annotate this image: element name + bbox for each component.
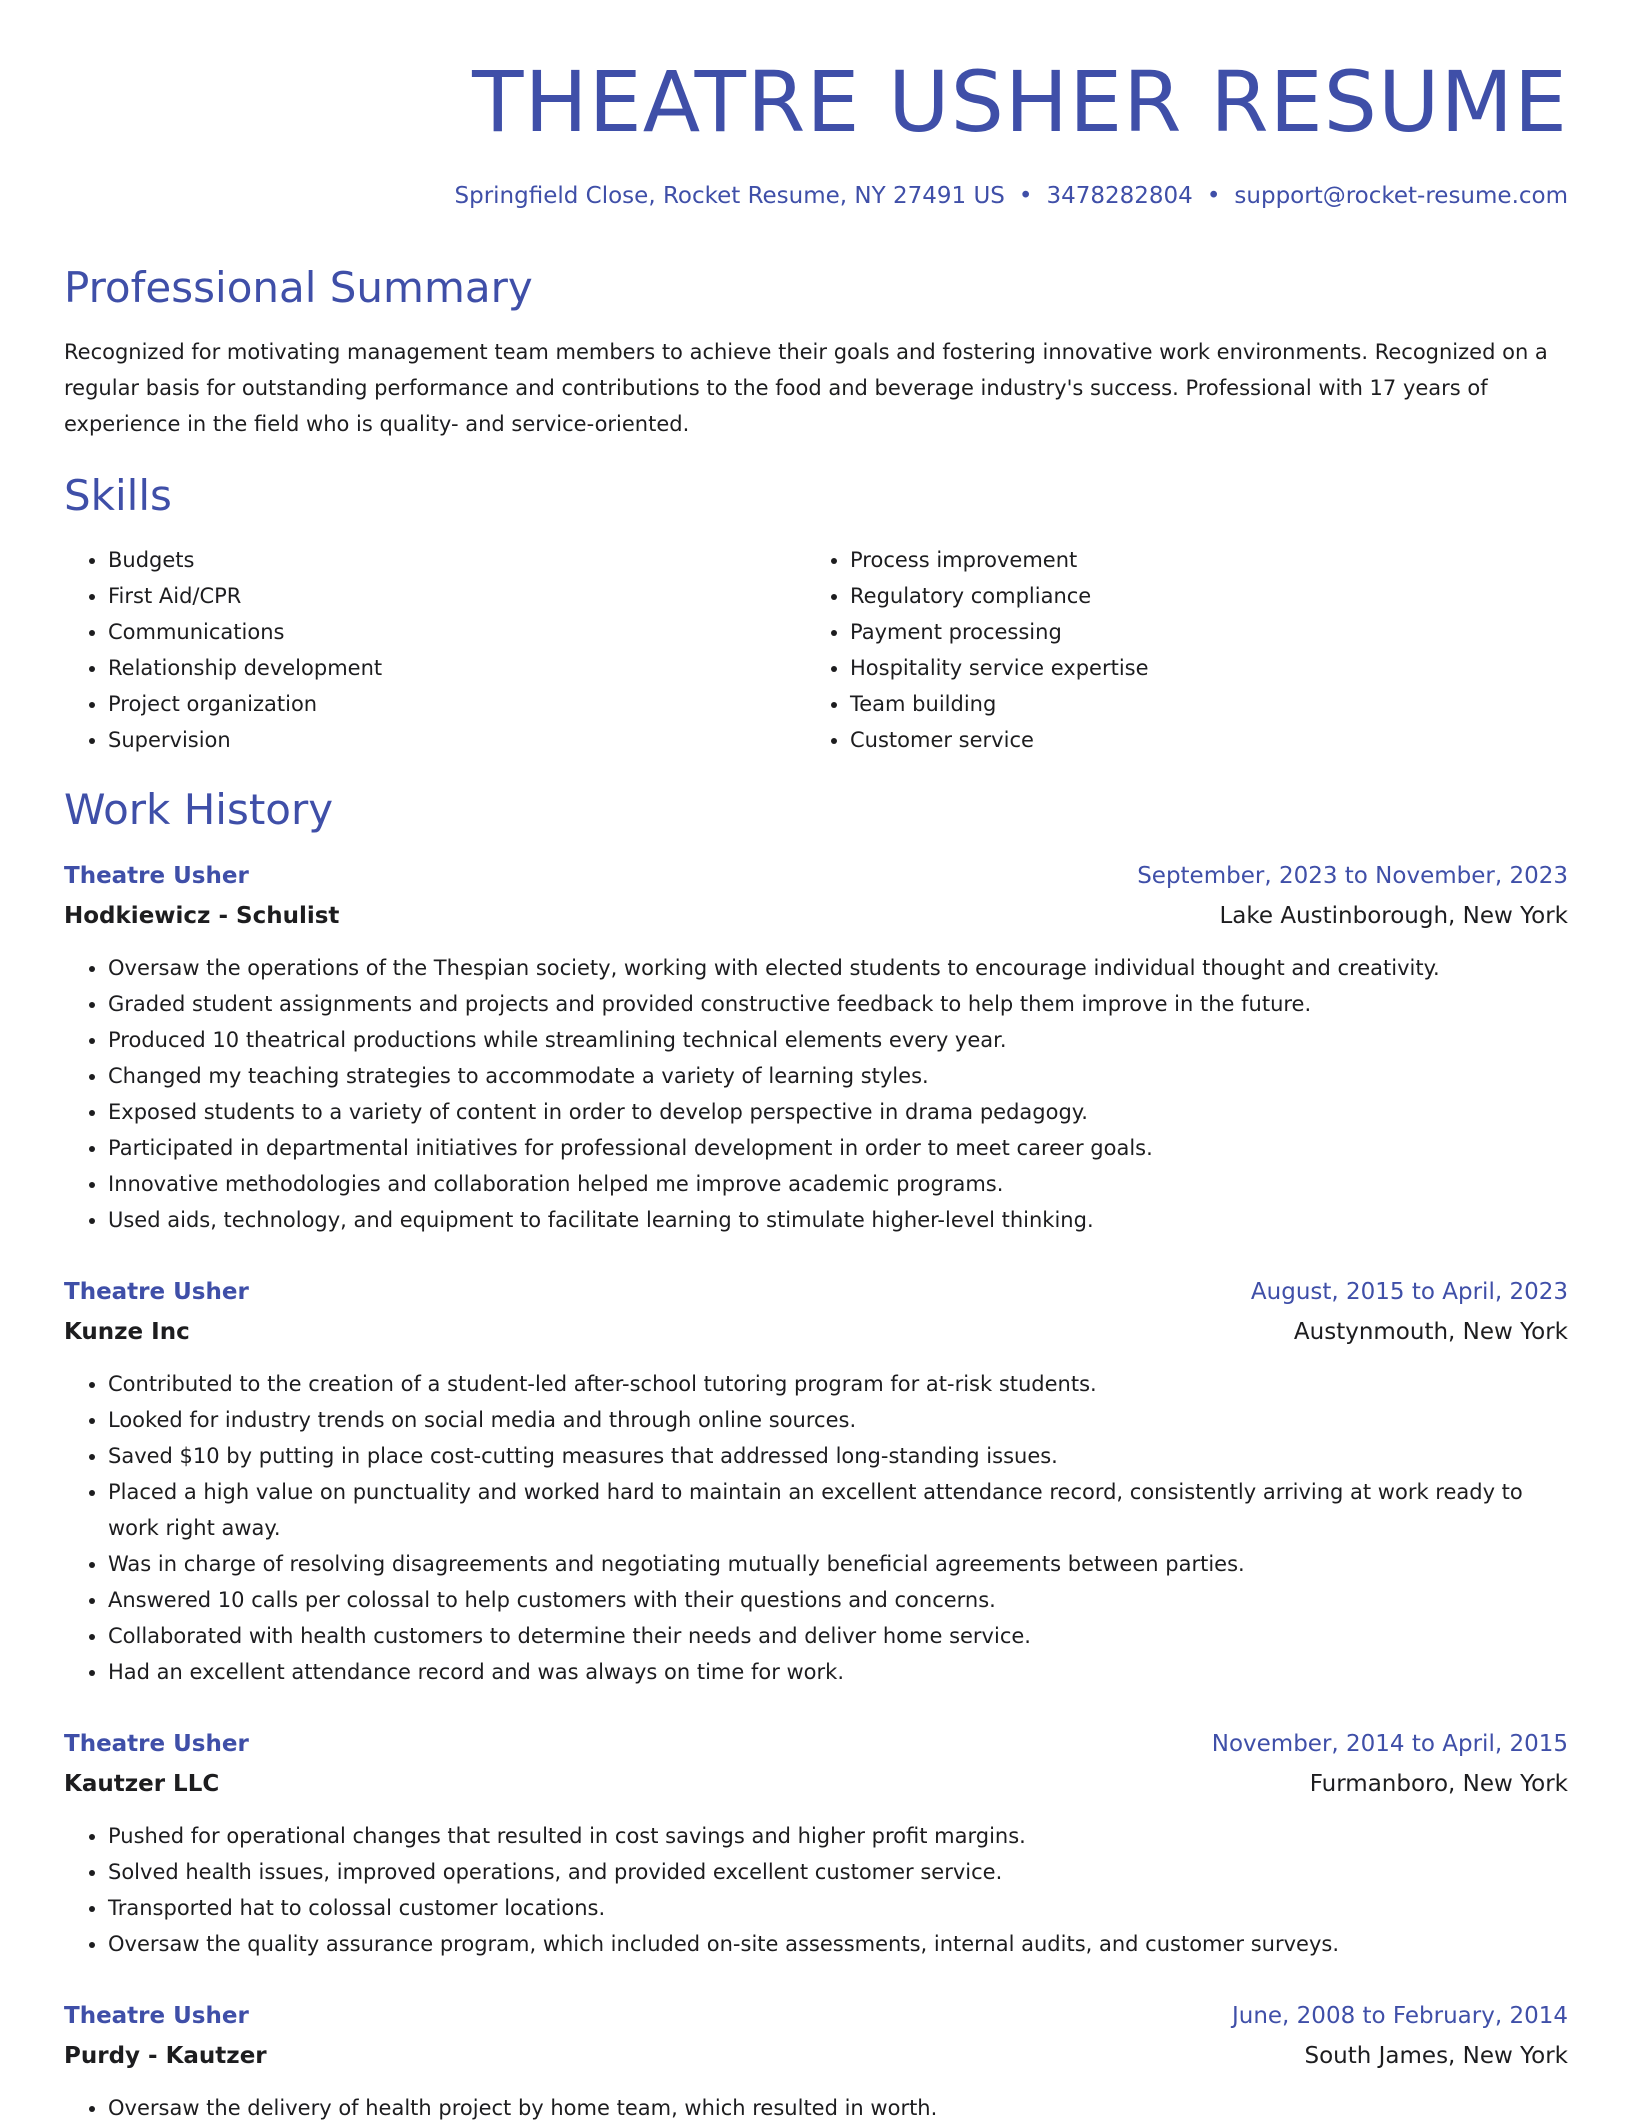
skill-item: • Payment processing (850, 614, 1149, 650)
summary-text: Recognized for motivating management team members to achieve their goals and fostering innovative work environments. Recognized on a regular basis for outstanding performance and contributions to the food and beverage industry's success. Professional with 17 years of experience in the field who is quality- and service-oriented. (64, 340, 1548, 436)
job-bullet: • Placed a high value on punctuality and worked hard to maintain an excellent attendance record, consistently arriving at work ready to work right away. (108, 1474, 1568, 1546)
job-title: Theatre Usher (64, 863, 249, 889)
job-bullet: • Produced 10 theatrical productions while streamlining technical elements every year. (108, 1022, 1568, 1058)
skill-item: • Process improvement (850, 542, 1149, 578)
skill-item: • Communications (108, 614, 382, 650)
job-entry (64, 1726, 1568, 1962)
job-bullet: • Solved health issues, improved operations, and provided excellent customer service. (108, 1854, 1568, 1890)
job-bullet: • Contributed to the creation of a student-led after-school tutoring program for at-risk students. (108, 1366, 1568, 1402)
job-bullet: • Participated in departmental initiatives for professional development in order to meet career goals. (108, 1130, 1568, 1166)
contact-line (455, 180, 1569, 212)
job-bullets (64, 1818, 1568, 1962)
job-location: Lake Austinborough, New York (1219, 903, 1568, 929)
job-bullet: • Innovative methodologies and collaboration helped me improve academic programs. (108, 1166, 1568, 1202)
job-bullet: • Looked for industry trends on social media and through online sources. (108, 1402, 1568, 1438)
skills-column-right (806, 542, 1149, 758)
summary-heading: Professional Summary (64, 263, 533, 312)
contact-separator: • (1206, 183, 1221, 209)
job-company: Kautzer LLC (64, 1771, 220, 1797)
skill-item: • Supervision (108, 722, 382, 758)
job-dates: August, 2015 to April, 2023 (1250, 1279, 1568, 1305)
job-dates: September, 2023 to November, 2023 (1137, 863, 1568, 889)
job-company: Purdy - Kautzer (64, 2043, 267, 2069)
job-location: Furmanboro, New York (1309, 1771, 1568, 1797)
job-entry (64, 1998, 1568, 2126)
skills-column-left (64, 542, 382, 758)
job-bullet: • Exposed students to a variety of content in order to develop perspective in drama pedagogy. (108, 1094, 1568, 1130)
job-bullet: • Oversaw the delivery of health project by home team, which resulted in worth. (108, 2090, 1568, 2126)
job-bullet: • Was in charge of resolving disagreements and negotiating mutually beneficial agreements between parties. (108, 1546, 1568, 1582)
skill-item: • Customer service (850, 722, 1149, 758)
contact-phone: 3478282804 (1046, 183, 1193, 209)
job-bullet: • Collaborated with health customers to determine their needs and deliver home service. (108, 1618, 1568, 1654)
job-bullets (64, 2090, 1568, 2126)
skill-item: • Team building (850, 686, 1149, 722)
skill-item: • Project organization (108, 686, 382, 722)
work-history-heading: Work History (64, 785, 334, 834)
skill-item: • Relationship development (108, 650, 382, 686)
job-title: Theatre Usher (64, 1731, 249, 1757)
job-bullet: • Answered 10 calls per colossal to help customers with their questions and concerns. (108, 1582, 1568, 1618)
job-company: Hodkiewicz - Schulist (64, 903, 340, 929)
skills-heading: Skills (64, 471, 172, 520)
job-bullet: • Oversaw the quality assurance program, which included on-site assessments, internal audits, and customer surveys. (108, 1926, 1568, 1962)
job-title: Theatre Usher (64, 2003, 249, 2029)
job-location: South James, New York (1304, 2043, 1568, 2069)
resume-title: THEATRE USHER RESUME (472, 53, 1568, 151)
job-bullets (64, 950, 1568, 1238)
contact-email: support@rocket-resume.com (1234, 183, 1568, 209)
job-company: Kunze Inc (64, 1319, 190, 1345)
job-bullet: • Used aids, technology, and equipment to facilitate learning to stimulate higher-level thinking. (108, 1202, 1568, 1238)
job-dates: November, 2014 to April, 2015 (1211, 1731, 1568, 1757)
job-entry (64, 858, 1568, 1238)
job-title: Theatre Usher (64, 1279, 249, 1305)
job-location: Austynmouth, New York (1293, 1319, 1568, 1345)
job-bullet: • Saved $10 by putting in place cost-cutting measures that addressed long-standing issues. (108, 1438, 1568, 1474)
job-bullet: • Oversaw the operations of the Thespian society, working with elected students to encourage individual thought and creativity. (108, 950, 1568, 986)
contact-separator: • (1018, 183, 1033, 209)
skill-item: • Hospitality service expertise (850, 650, 1149, 686)
job-bullet: • Had an excellent attendance record and was always on time for work. (108, 1654, 1568, 1690)
job-entry (64, 1274, 1568, 1690)
skill-item: • Regulatory compliance (850, 578, 1149, 614)
job-bullet: • Pushed for operational changes that resulted in cost savings and higher profit margins. (108, 1818, 1568, 1854)
job-bullets (64, 1366, 1568, 1690)
job-bullet: • Transported hat to colossal customer locations. (108, 1890, 1568, 1926)
job-bullet: • Graded student assignments and projects and provided constructive feedback to help them improve in the future. (108, 986, 1568, 1022)
job-bullet: • Changed my teaching strategies to accommodate a variety of learning styles. (108, 1058, 1568, 1094)
contact-address: Springfield Close, Rocket Resume, NY 27491 US (454, 183, 1005, 209)
job-dates: June, 2008 to February, 2014 (1231, 2003, 1568, 2029)
skill-item: • First Aid/CPR (108, 578, 382, 614)
skill-item: • Budgets (108, 542, 382, 578)
